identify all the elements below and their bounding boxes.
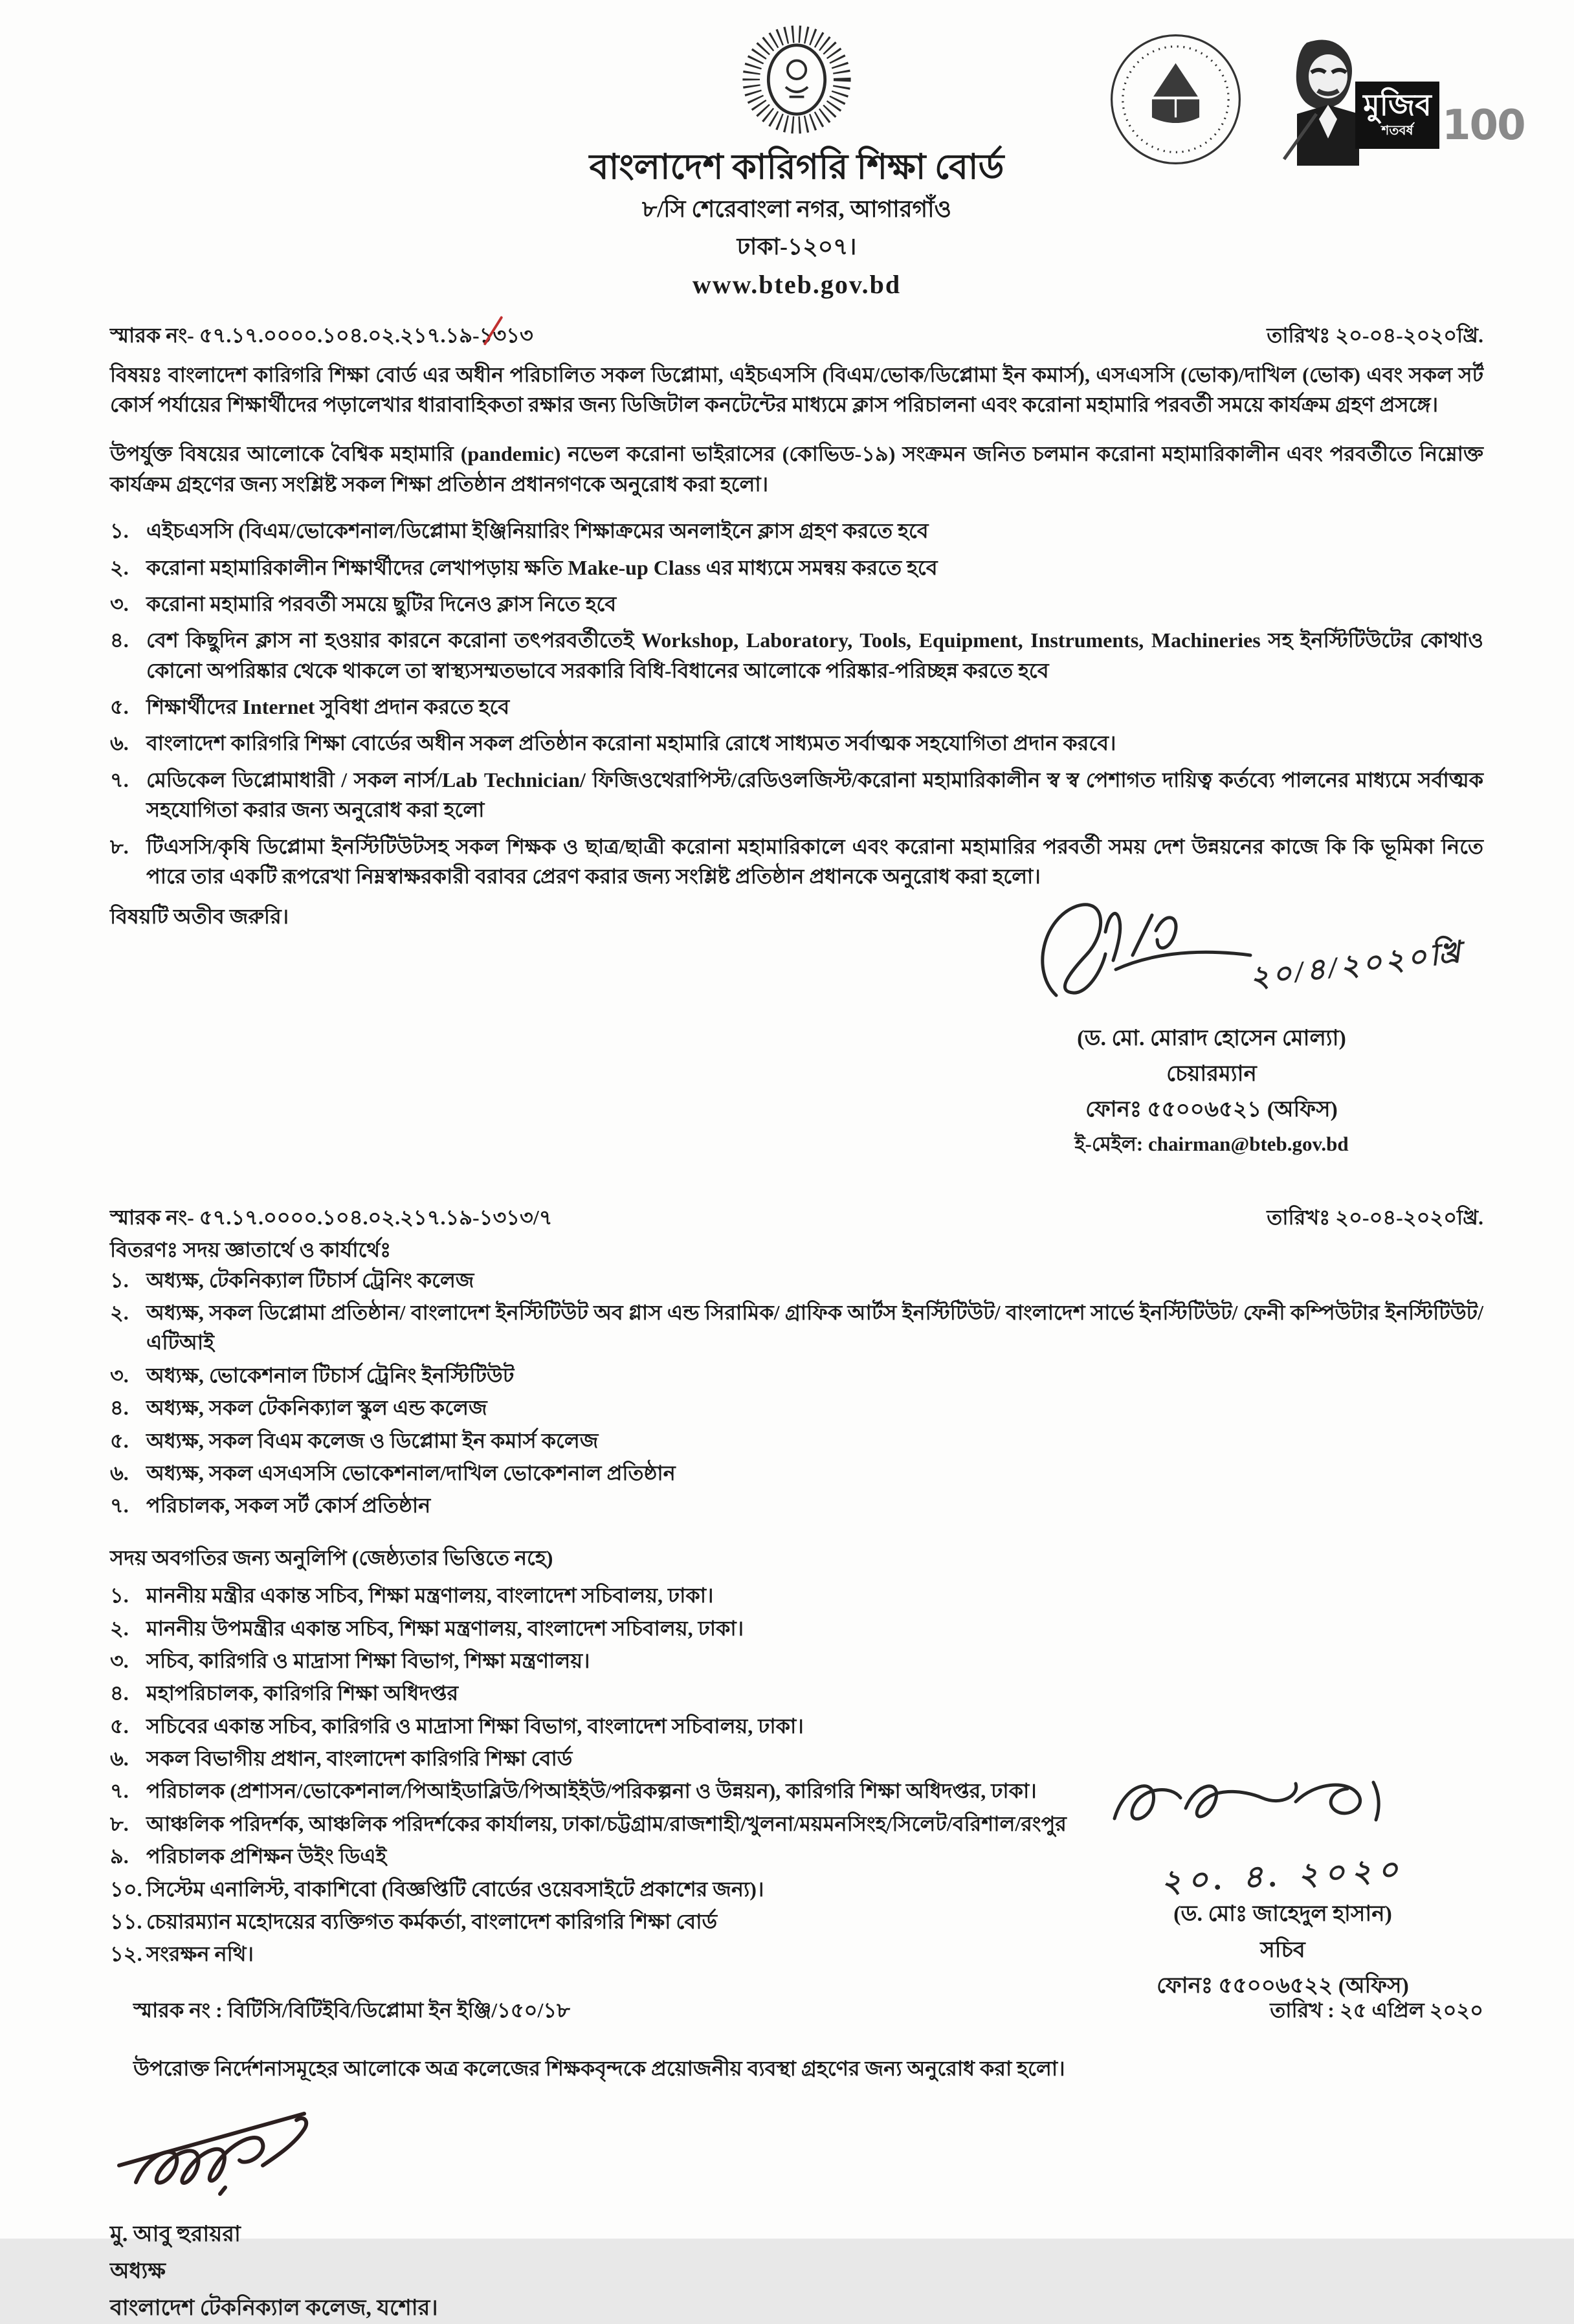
item-number: ৯. [110,1844,129,1868]
item-text: পরিচালক, সকল সর্ট কোর্স প্রতিষ্ঠান [146,1494,431,1518]
directive-list-item [110,625,1483,685]
distribution-list-item [110,1265,1483,1295]
item-text: পরিচালক প্রশিক্ষন উইং ডিএই [146,1844,387,1868]
item-number: ১. [110,519,129,543]
item-text: অধ্যক্ষ, টেকনিক্যাল টিচার্স ট্রেনিং কলেজ [146,1268,474,1292]
item-number: ৬. [110,1747,129,1771]
distribution-list [110,1265,1483,1521]
chairman-signature-wrap [979,893,1465,1023]
memo1-number-text: স্মারক নং- ৫৭.১৭.০০০০.১০৪.০২.২১৭.১৯-১৩১৩ [110,324,533,348]
item-text: সকল বিভাগীয় প্রধান, বাংলাদেশ কারিগরি শিক্ষা বোর্ড [146,1747,573,1771]
item-number: ৩. [110,592,129,615]
mujib-100-text: 100 [1442,102,1525,149]
item-number: ৫. [110,695,129,719]
item-number: ১২. [110,1942,142,1966]
item-text: অধ্যক্ষ, ভোকেশনাল টিচার্স ট্রেনিং ইনস্টিটিউট [146,1363,515,1387]
item-number: ১. [110,1268,129,1292]
chairman-block [979,893,1465,1159]
principal-signature [110,2103,382,2213]
principal-title: অধ্যক্ষ [110,2259,166,2283]
secretary-phone: ফোনঃ ৫৫০০৬৫২২ (অফিস) [1157,1973,1409,1998]
secretary-block [1102,1756,1464,2002]
cc-list-item [110,1613,1483,1643]
item-number: ৭. [110,1494,129,1518]
directive-list-item [110,765,1483,825]
urgent-note: বিষয়টি অতীব জরুরি। [110,905,289,929]
item-number: ৪. [110,1681,129,1705]
item-text: মাননীয় মন্ত্রীর একান্ত সচিব, শিক্ষা মন্ত্রণালয়, বাংলাদেশ সচিবালয়, ঢাকা। [146,1584,714,1608]
directive-list-item [110,832,1483,892]
item-text: সচিব, কারিগরি ও মাদ্রাসা শিক্ষা বিভাগ, শিক্ষা মন্ত্রণালয়। [146,1648,590,1672]
memo1-date: তারিখঃ ২০-০৪-২০২০খ্রি. [1267,324,1483,348]
org-address-line1: ৮/সি শেরেবাংলা নগর, আগারগাঁও [641,195,952,222]
item-text: আঞ্চলিক পরিদর্শক, আঞ্চলিক পরিদর্শকের কার্যালয়, ঢাকা/চট্টগ্রাম/রাজশাহী/খুলনা/ময়মনসিংহ/সিলেট/বরিশাল/রংপুর [146,1811,1067,1835]
chairman-phone: ফোনঃ ৫৫০০৬৫২১ (অফিস) [1085,1098,1338,1122]
principal-lines [110,2219,1483,2324]
item-text: বেশ কিছুদিন ক্লাস না হওয়ার কারনে করোনা তৎপরবর্তীতেই Workshop, Laboratory, Tools, Equipment, Instruments, Machineries সহ ইনস্টিটিউটের কোথাও কোনো অপরিষ্কার থেকে থাকলে তা স্বাস্থ্যসম্মতভাবে সরকারি বিধি-বিধানের আলোকে পরিষ্কার-পরিচ্ছন্ন করতে হবে [146,628,1483,682]
item-number: ৩. [110,1363,129,1387]
org-name: বাংলাদেশ কারিগরি শিক্ষা বোর্ড [589,148,1004,186]
item-text: সচিবের একান্ত সচিব, কারিগরি ও মাদ্রাসা শিক্ষা বিভাগ, বাংলাদেশ সচিবালয়, ঢাকা। [146,1714,804,1738]
item-text: সিস্টেম এনালিস্ট, বাকাশিবো (বিজ্ঞপ্তিটি বোর্ডের ওয়েবসাইটে প্রকাশের জন্য)। [146,1877,764,1901]
item-number: ২. [110,1616,129,1640]
item-text: সংরক্ষন নথি। [146,1942,254,1966]
secretary-title: সচিব [1260,1938,1305,1962]
item-text: শিক্ষার্থীদের Internet সুবিধা প্রদান করতে হবে [146,695,510,719]
item-number: ৩. [110,1648,129,1672]
mujib-wordmark [1355,82,1439,149]
item-text: চেয়ারম্যান মহোদয়ের ব্যক্তিগত কর্মকর্তা, বাংলাদেশ কারিগরি শিক্ষা বোর্ড [146,1910,718,1934]
item-text: অধ্যক্ষ, সকল বিএম কলেজ ও ডিপ্লোমা ইন কমার্স কলেজ [146,1428,599,1452]
item-text: মাননীয় উপমন্ত্রীর একান্ত সচিব, শিক্ষা মন্ত্রণালয়, বাংলাদেশ সচিবালয়, ঢাকা। [146,1616,744,1640]
mujib-100-logo [1278,36,1525,185]
item-number: ৫. [110,1428,129,1452]
secretary-signature-wrap [1102,1756,1464,1854]
memo1-header-row [110,320,1483,350]
distribution-list-item [110,1298,1483,1358]
item-number: ৮. [110,834,129,858]
item-number: ২. [110,555,129,579]
item-text: বাংলাদেশ কারিগরি শিক্ষা বোর্ডের অধীন সকল প্রতিষ্ঠান করোনা মহামারি রোধে সাধ্যমত সর্বাত্মক সহযোগিতা প্রদান করবে। [146,731,1116,755]
item-number: ২. [110,1300,129,1324]
directive-list-item [110,728,1483,758]
document-header [110,18,1525,304]
subject-paragraph: বিষয়ঃ বাংলাদেশ কারিগরি শিক্ষা বোর্ড এর অধীন পরিচালিত সকল ডিপ্লোমা, এইচএসসি (বিএম/ভোক/ডিপ্লোমা ইন কমার্স), এসএসসি (ভোক)/দাখিল (ভোক) এবং সকল সর্ট কোর্স পর্যায়ের শিক্ষার্থীদের পড়ালেখার ধারাবাহিকতা রক্ষার জন্য ডিজিটাল কনটেন্টের মাধ্যমে ক্লাস পরিচালনা এবং করোনা মহামারি পরবর্তী সময়ে কার্যক্রম গ্রহণ প্রসঙ্গে। [110,362,1483,416]
item-text: অধ্যক্ষ, সকল ডিপ্লোমা প্রতিষ্ঠান/ বাংলাদেশ ইনস্টিটিউট অব গ্লাস এন্ড সিরামিক/ গ্রাফিক আর্টস ইনস্টিটিউট/ বাংলাদেশ সার্ভে ইনস্টিটিউট/ ফেনী কম্পিউটার ইনস্টিটিউট/ এটিআই [146,1300,1483,1355]
item-number: ১. [110,1584,129,1608]
principal-name: মু. আবু হুরায়রা [110,2222,241,2246]
item-text: এইচএসসি (বিএম/ভোকেশনাল/ডিপ্লোমা ইঞ্জিনিয়ারিং শিক্ষাক্রমের অনলাইনে ক্লাস গ্রহণ করতে হবে [146,519,929,543]
item-text: করোনা মহামারিকালীন শিক্ষার্থীদের লেখাপড়ায় ক্ষতি Make-up Class এর মাধ্যমে সমন্বয় করতে হবে [146,555,938,579]
cc-section [110,1543,1483,1998]
chairman-title: চেয়ারম্যান [1166,1062,1257,1087]
distribution-list-item [110,1458,1483,1488]
secretary-name: (ড. মোঃ জাহেদুল হাসান) [1173,1902,1392,1927]
secretary-signature [1102,1756,1412,1854]
item-text: অধ্যক্ষ, সকল এসএসসি ভোকেশনাল/দাখিল ভোকেশনাল প্রতিষ্ঠান [146,1461,676,1485]
directive-list-item [110,516,1483,546]
memo2-date: তারিখঃ ২০-০৪-২০২০খ্রি. [1267,1205,1483,1229]
item-number: ৪. [110,628,129,652]
item-text: মহাপরিচালক, কারিগরি শিক্ষা অধিদপ্তর [146,1681,459,1705]
org-website: www.bteb.gov.bd [692,270,902,300]
item-number: ৬. [110,1461,129,1485]
library-seal-icon [1106,30,1245,169]
item-number: ৪. [110,1396,129,1420]
mujib-subtitle-text: শতবর্ষ [1381,124,1413,138]
item-number: ৮. [110,1811,129,1835]
memo3-date: তারিখ : ২৫ এপ্রিল ২০২০ [1270,1998,1483,2022]
intro-paragraph: উপর্যুক্ত বিষয়ের আলোকে বৈশ্বিক মহামারি (pandemic) নভেল করোনা ভাইরাসের (কোভিড-১৯) সংক্রমন জনিত চলমান করোনা মহামারিকালীন এবং পরবর্তীতে নিম্নোক্ত কার্যক্রম গ্রহণের জন্য সংশ্লিষ্ট সকল শিক্ষা প্রতিষ্ঠান প্রধানগণকে অনুরোধ করা হলো। [110,442,1483,496]
directive-list [110,516,1483,891]
memo1-number [110,320,533,350]
memo3-number: স্মারক নং : বিটিসি/বিটিইবি/ডিপ্লোমা ইন ইঞ্জি/১৫০/১৮ [133,1998,570,2022]
chairman-signature [979,893,1276,1023]
memo2-header-row [110,1202,1483,1232]
item-text: মেডিকেল ডিপ্লোমাধারী / সকল নার্স/Lab Technician/ ফিজিওথেরাপিস্ট/রেডিওলজিস্ট/করোনা মহামারিকালীন স্ব স্ব পেশাগত দায়িত্ব কর্তব্যে পালনের মাধ্যমে সর্বাত্মক সহযোগিতা করার জন্য অনুরোধ করা হলো [146,768,1483,822]
distribution-heading: বিতরণঃ সদয় জ্ঞাতার্থে ও কার্যার্থেঃ [110,1238,392,1262]
item-number: ৫. [110,1714,129,1738]
org-address-line2: ঢাকা-১২০৭। [737,233,857,260]
distribution-list-item [110,1490,1483,1520]
item-number: ১১. [110,1910,142,1934]
item-number: ৭. [110,768,129,791]
bteb-emblem-icon [735,18,858,141]
principal-org: বাংলাদেশ টেকনিক্যাল কলেজ, যশোর। [110,2296,438,2321]
secretary-handwritten-date: ২০. ৪. ২০২০ [1160,1852,1406,1899]
chairman-signature-area [110,932,1483,1191]
memo2-number: স্মারক নং- ৫৭.১৭.০০০০.১০৪.০২.২১৭.১৯-১৩১৩/৭ [110,1205,553,1229]
directive-list-item [110,692,1483,722]
distribution-list-item [110,1360,1483,1390]
item-text: অধ্যক্ষ, সকল টেকনিক্যাল স্কুল এন্ড কলেজ [146,1396,487,1420]
directive-list-item [110,553,1483,582]
item-text: করোনা মহামারি পরবর্তী সময়ে ছুটির দিনেও ক্লাস নিতে হবে [146,592,617,615]
principal-block [110,2103,1483,2324]
directive-list-item [110,589,1483,619]
item-number: ৬. [110,731,129,755]
distribution-list-item [110,1393,1483,1422]
closing-paragraph: উপরোক্ত নির্দেশনাসমূহের আলোকে অত্র কলেজের শিক্ষকবৃন্দকে প্রয়োজনীয় ব্যবস্থা গ্রহণের জন্য অনুরোধ করা হলো। [133,2057,1065,2081]
cc-list-item [110,1678,1483,1708]
cc-heading: সদয় অবগতির জন্য অনুলিপি (জেষ্ঠ্যতার ভিত্তিতে নহে) [110,1545,553,1569]
cc-list-item [110,1646,1483,1676]
item-text: পরিচালক (প্রশাসন/ভোকেশনাল/পিআইডাব্লিউ/পিআইইউ/পরিকল্পনা ও উন্নয়ন), কারিগরি শিক্ষা অধিদপ্তর, ঢাকা। [146,1779,1037,1803]
distribution-list-item [110,1426,1483,1455]
item-number: ১০. [110,1877,142,1901]
chairman-email: ই-মেইল: chairman@bteb.gov.bd [1074,1132,1349,1155]
cc-list-item [110,1711,1483,1741]
chairman-name: (ড. মো. মোরাদ হোসেন মোল্যা) [1077,1026,1346,1050]
item-text: টিএসসি/কৃষি ডিপ্লোমা ইনস্টিটিউটসহ সকল শিক্ষক ও ছাত্র/ছাত্রী করোনা মহামারিকালে এবং করোনা মহামারির পরবর্তী সময় দেশ উন্নয়নের কাজে কি কি ভূমিকা নিতে পারে তার একটি রূপরেখা নিম্নস্বাক্ষরকারী বরাবর প্রেরণ করার জন্য সংশ্লিষ্ট প্রতিষ্ঠান প্রধানকে অনুরোধ করা হলো। [146,834,1483,889]
cc-list-item [110,1580,1483,1610]
chairman-handwritten-date: ২০/৪/২০২০খ্রি [1247,935,1465,994]
item-number: ৭. [110,1779,129,1803]
mujib-title-text: মুজিব [1363,89,1432,122]
